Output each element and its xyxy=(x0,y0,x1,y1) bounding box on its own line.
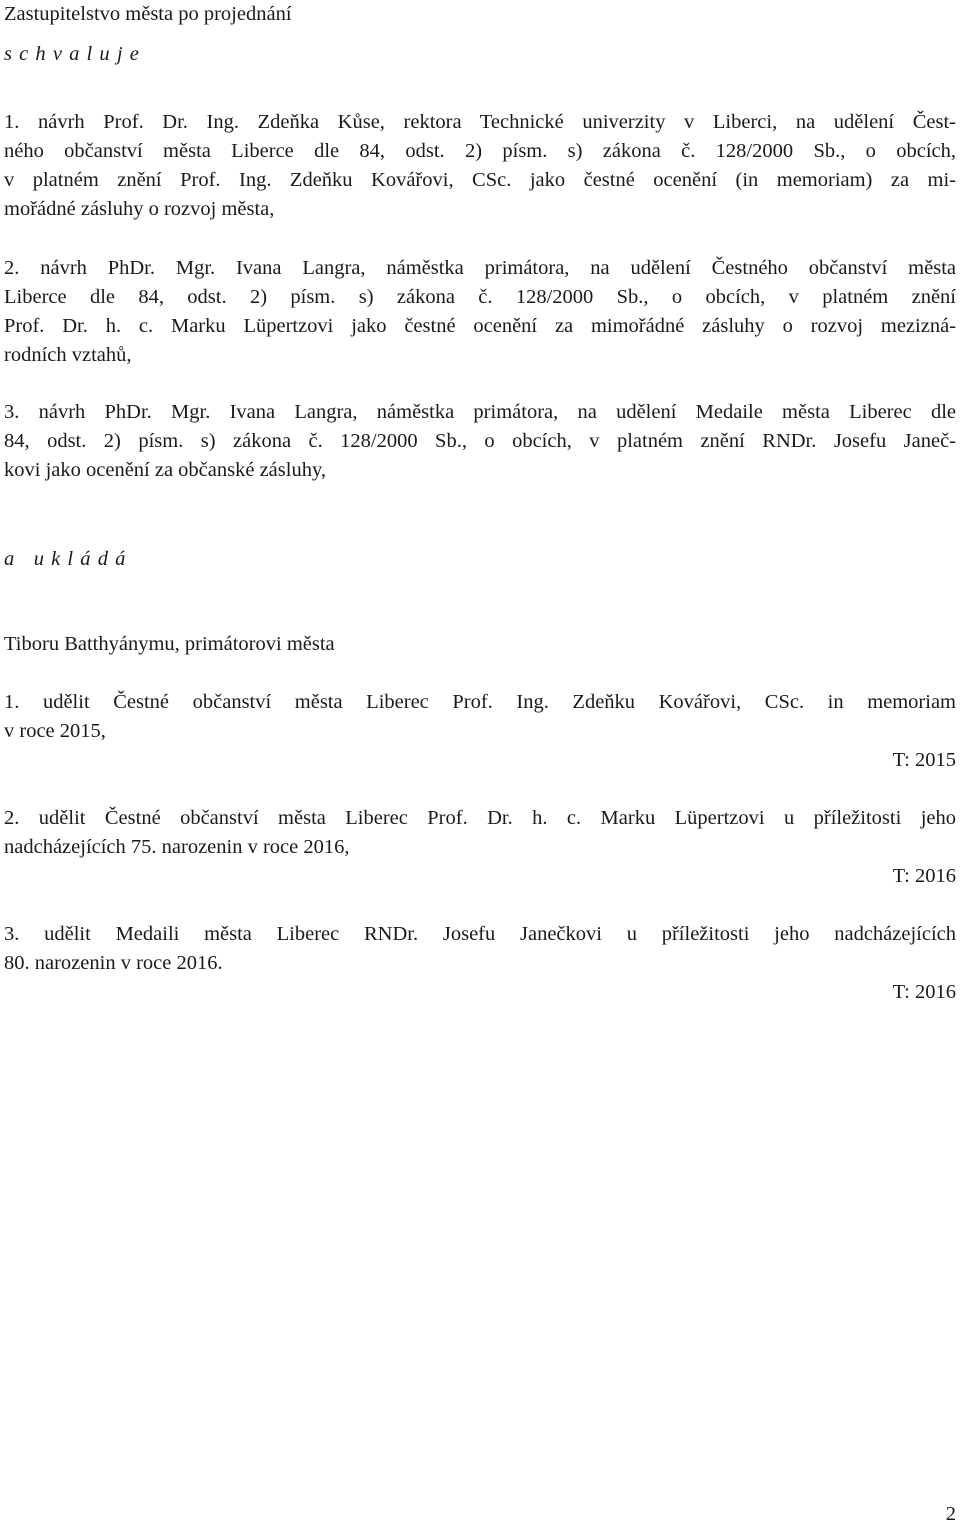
task-1-line-1: 1. udělit Čestné občanství města Liberec Prof. Ing. Zdeňku Kovářovi, CSc. in memoriam xyxy=(4,691,956,713)
approval-1-line-4: mořádné zásluhy o rozvoj města, xyxy=(4,198,275,220)
approval-3-line-3: kovi jako ocenění za občanské zásluhy, xyxy=(4,459,326,481)
task-1-line-2: v roce 2015, xyxy=(4,720,106,742)
approval-1-line-1: 1. návrh Prof. Dr. Ing. Zdeňka Kůse, rektora Technické univerzity v Liberci, na udělení Čest- xyxy=(4,111,956,133)
task-3-line-2: 80. narozenin v roce 2016. xyxy=(4,952,223,974)
page-heading: Zastupitelstvo města po projednání xyxy=(4,3,292,25)
task-2-deadline: T: 2016 xyxy=(892,865,956,887)
approval-1-line-2: ného občanství města Liberce dle 84, odst. 2) písm. s) zákona č. 128/2000 Sb., o obcích, xyxy=(4,140,956,162)
approval-3-line-2: 84, odst. 2) písm. s) zákona č. 128/2000 Sb., o obcích, v platném znění RNDr. Josefu Janeč- xyxy=(4,430,956,452)
approves-label: schvaluje xyxy=(4,43,146,65)
approval-2-line-2: Liberce dle 84, odst. 2) písm. s) zákona č. 128/2000 Sb., o obcích, v platném znění xyxy=(4,286,956,308)
page-number: 2 xyxy=(945,1503,956,1525)
addressee: Tiboru Batthyánymu, primátorovi města xyxy=(4,633,335,655)
approval-2-line-1: 2. návrh PhDr. Mgr. Ivana Langra, náměstka primátora, na udělení Čestného občanství města xyxy=(4,257,956,279)
document-page xyxy=(4,0,956,1537)
approval-3-line-1: 3. návrh PhDr. Mgr. Ivana Langra, náměstka primátora, na udělení Medaile města Liberec dle xyxy=(4,401,956,423)
approval-2-line-3: Prof. Dr. h. c. Marku Lüpertzovi jako čestné ocenění za mimořádné zásluhy o rozvoj mezizná- xyxy=(4,315,956,337)
task-3-line-1: 3. udělit Medaili města Liberec RNDr. Josefu Janečkovi u příležitosti jeho nadcházejících xyxy=(4,923,956,945)
approval-2-line-4: rodních vztahů, xyxy=(4,344,132,366)
approval-1-line-3: v platném znění Prof. Ing. Zdeňku Kovářovi, CSc. jako čestné ocenění (in memoriam) za mi- xyxy=(4,169,956,191)
task-3-deadline: T: 2016 xyxy=(892,981,956,1003)
task-2-line-2: nadcházejících 75. narozenin v roce 2016, xyxy=(4,836,350,858)
task-1-deadline: T: 2015 xyxy=(892,749,956,771)
task-2-line-1: 2. udělit Čestné občanství města Liberec Prof. Dr. h. c. Marku Lüpertzovi u příležitosti jeho xyxy=(4,807,956,829)
orders-label: a ukládá xyxy=(4,548,133,570)
